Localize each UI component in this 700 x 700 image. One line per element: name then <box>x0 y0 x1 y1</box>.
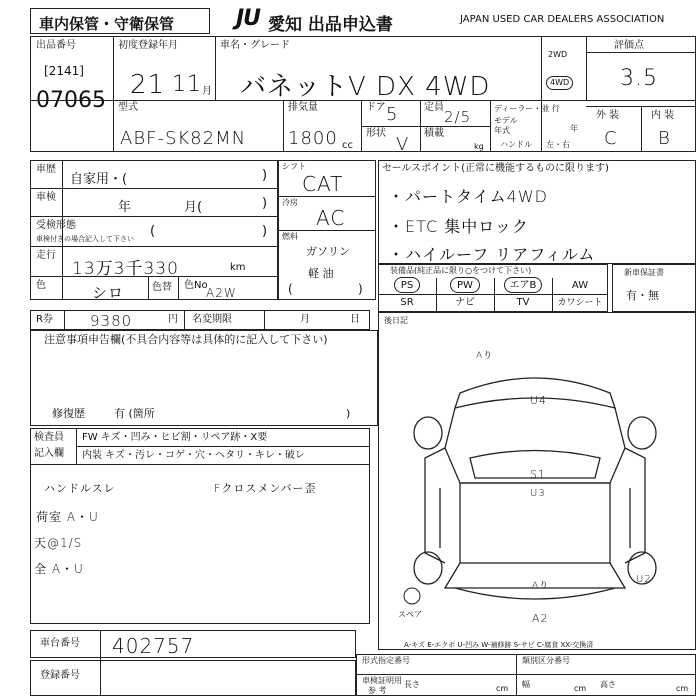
storage-box <box>30 8 210 34</box>
lot-bracket: [2141] <box>44 64 84 78</box>
inspector-note-1: ハンドルスレ <box>44 482 116 495</box>
door-value: 5 <box>386 104 399 125</box>
name-change-day: 日 <box>350 314 360 325</box>
dealer-label: ディーラー・並 行 <box>494 104 560 113</box>
wheel-front-right <box>628 417 656 449</box>
ps-circle-mark <box>394 277 420 293</box>
equipment-label: 装備品(純正品に限り○をつけて下さい) <box>390 266 532 275</box>
capacity-label: 定員 <box>424 102 444 113</box>
handle-label: ハンドル <box>500 140 532 149</box>
warranty-value: 有・無 <box>626 289 659 302</box>
recipient-label: 受検形態 <box>36 220 76 231</box>
inspection-month: 月( <box>184 200 203 215</box>
left-side <box>425 448 445 563</box>
storage-label: 車内保管・守衛保管 <box>39 15 175 33</box>
shape-label: 形状 <box>366 128 386 139</box>
type-label: 形式指定番号 <box>362 656 410 665</box>
history-value: 自家用・( <box>70 172 128 187</box>
inspection-year: 年 <box>118 200 132 215</box>
rear-note-label: 後日記 <box>384 316 408 325</box>
load-label: 積載 <box>424 128 444 139</box>
cc-unit: cc <box>342 140 353 151</box>
ac-value: AC <box>316 206 346 230</box>
history-label: 車歴 <box>36 164 56 175</box>
fw-line: FW キズ・凹み・ヒビ割・リペア跡・X要 <box>82 432 268 443</box>
r-value: 9380 <box>90 312 133 330</box>
rating-label: 評価点 <box>614 40 644 51</box>
mark-hood: U4 <box>530 394 548 407</box>
year-label: 年式 <box>494 126 510 135</box>
fuel-close: ) <box>358 282 363 296</box>
lot-label: 出品番号 <box>36 40 76 51</box>
handle-options: 左・右 <box>546 140 570 149</box>
lot-number: 07065 <box>36 88 106 113</box>
inspection-label: 車検 <box>36 192 56 203</box>
width-unit: cm <box>574 684 587 693</box>
notes-label: 注意事項申告欄(不具合内容等は具体的に記入して下さい) <box>44 333 328 346</box>
model-value: ABF-SK82MN <box>120 128 247 149</box>
exterior-value: C <box>604 128 618 149</box>
reg-label: 初度登録年月 <box>118 40 178 51</box>
shift-label: シフト <box>282 162 306 171</box>
equip-navi: ナビ <box>455 297 475 308</box>
mark-bumper-a2: A2 <box>532 612 549 625</box>
mark-front: Aり <box>476 351 494 361</box>
color-value: シロ <box>92 284 125 302</box>
equip-sr: SR <box>400 297 414 308</box>
equip-airbag: エアB <box>509 280 537 291</box>
shape-value: V <box>396 134 410 155</box>
interior-line: 内装 キズ・汚レ・コゲ・穴・ヘタリ・キレ・破レ <box>82 450 305 461</box>
recipient-note: 車検付きの場合記入して下さい <box>36 235 134 243</box>
sales-item-1: ・パートタイム4WD <box>388 187 549 206</box>
door-label: ドア <box>366 102 386 113</box>
color-code-value: A2W <box>206 286 237 300</box>
ref-label: 参 考 <box>368 686 387 695</box>
width-label: 幅 <box>522 680 530 689</box>
history-close: ) <box>262 168 268 183</box>
ac-label: 冷房 <box>282 198 298 207</box>
interior-value: B <box>658 128 671 149</box>
warranty-label: 新車保証書 <box>624 268 664 277</box>
inspection-close: ) <box>262 196 268 211</box>
capacity-value: 2/5 <box>444 108 472 126</box>
car-name: バネットV DX 4WD <box>240 72 491 102</box>
ju-logo-mark: JU <box>236 6 261 31</box>
inspector-label-2: 記入欄 <box>34 448 64 459</box>
fuel-gas: ガソリン <box>306 245 350 258</box>
inspector-note-right: Fクロスメンバー歪 <box>214 482 317 495</box>
rating-value: 3.5 <box>620 66 658 91</box>
interior-label: 内 装 <box>651 110 675 121</box>
recipient-open: ( <box>150 224 156 239</box>
recipient-close: ) <box>262 224 268 239</box>
wheel-front-left <box>414 417 442 449</box>
model-label: 型式 <box>118 102 138 113</box>
fuel-diesel: 軽 油 <box>308 267 334 280</box>
name-label: 車名・グレード <box>220 40 290 51</box>
mark-right-u2: U2 <box>636 574 652 585</box>
drive-2wd: 2WD <box>548 50 568 59</box>
wheel-rear-left <box>414 552 442 584</box>
spare-icon <box>400 586 424 606</box>
name-change-label: 名変期限 <box>192 314 232 325</box>
mark-roof-s1: S1 <box>530 468 546 481</box>
equip-aw: AW <box>571 280 589 291</box>
sales-item-3: ・ハイルーフ リアフィルム <box>388 245 596 264</box>
reg-year: 21 <box>130 70 166 100</box>
right-side <box>625 448 645 563</box>
mileage-value: 13万3千330 <box>72 259 179 279</box>
r-label: R券 <box>36 314 53 325</box>
height-unit: cm <box>676 684 689 693</box>
exterior-label: 外 装 <box>596 110 620 121</box>
association-name: JAPAN USED CAR DEALERS ASSOCIATION <box>460 14 665 25</box>
ju-logo <box>236 6 260 31</box>
length-unit: cm <box>496 684 509 693</box>
mark-rear: Aり <box>532 581 550 591</box>
chassis-value: 402757 <box>112 634 195 658</box>
color-label: 色 <box>36 280 46 291</box>
equip-ps: PS <box>400 280 414 291</box>
yen-unit: 円 <box>168 314 178 325</box>
repair-value: 有 (箇所 <box>114 407 155 420</box>
repair-label: 修復歴 <box>52 407 85 420</box>
form-title: 愛知 出品申込書 <box>268 15 393 35</box>
repair-close: ) <box>346 407 351 420</box>
length-label: 長さ <box>404 680 420 689</box>
inspector-note-4: 全 A・U <box>34 562 84 576</box>
fuel-open: ( <box>288 282 293 296</box>
displacement-label: 排気量 <box>288 102 318 113</box>
mark-roof-u3: U3 <box>530 488 546 499</box>
pw-circle-mark <box>450 277 480 293</box>
name-change-month: 月 <box>300 314 310 325</box>
color-code-label: 色No <box>184 280 208 291</box>
cat-label: 類別区分番号 <box>522 656 570 665</box>
color-change-label: 色替 <box>152 282 172 293</box>
km-unit: km <box>230 262 246 273</box>
model-year-label: モデル <box>494 116 518 125</box>
equip-tv: TV <box>516 297 530 308</box>
shift-value: CAT <box>302 172 344 196</box>
mileage-label: 走行 <box>36 250 56 261</box>
damage-legend: A-キズ E-エクボ U-凹み W-補修跡 S-サビ C-腐食 XX-交換済 <box>404 641 594 649</box>
airbag-circle-mark <box>504 277 542 293</box>
height-label: 高さ <box>600 680 616 689</box>
registration-label: 登録番号 <box>40 670 80 681</box>
equip-leather: カワシート <box>557 298 603 308</box>
drive-4wd: 4WD <box>546 76 573 90</box>
fuel-label: 燃料 <box>282 232 298 241</box>
sales-item-2: ・ETC 集中ロック <box>388 217 529 236</box>
chassis-label: 車台番号 <box>40 638 80 649</box>
year-unit: 年 <box>570 124 578 133</box>
cert-label: 車検証明用 <box>362 676 402 685</box>
inspector-note-3: 天@1/S <box>34 536 83 550</box>
reg-month: 11 <box>172 72 202 97</box>
inspector-label-1: 検査員 <box>34 432 64 443</box>
displacement-value: 1800 <box>288 128 338 149</box>
month-unit: 月 <box>202 86 212 97</box>
inspector-note-2: 荷室 A・U <box>36 510 99 524</box>
spare-label: スペア <box>398 610 422 619</box>
sales-label: セールスポイント(正常に機能するものに限ります) <box>382 163 609 174</box>
kg-unit: kg <box>474 142 484 151</box>
equip-pw: PW <box>457 280 473 291</box>
